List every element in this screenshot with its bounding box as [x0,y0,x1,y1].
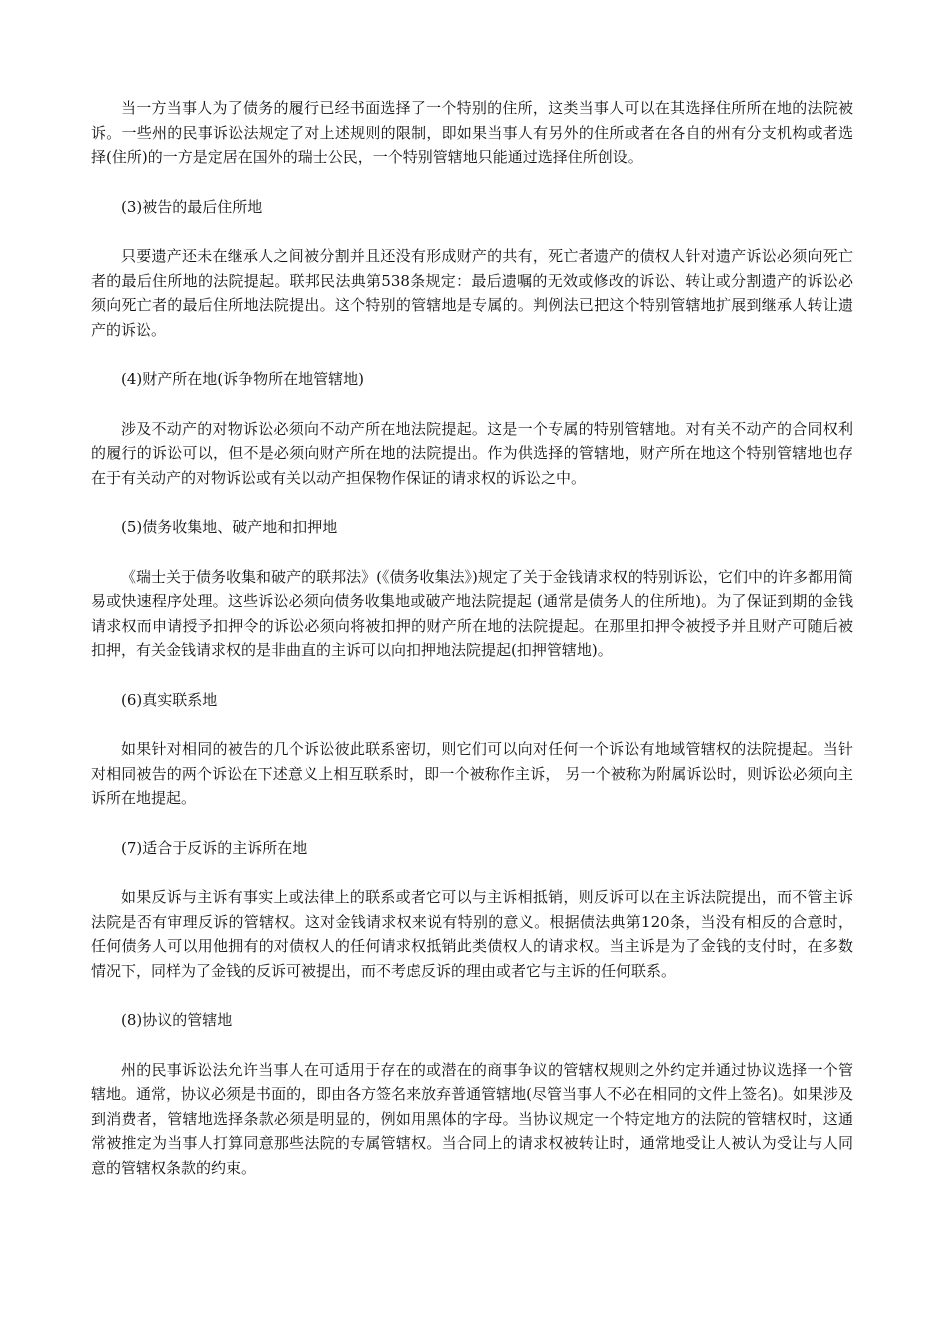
section-heading: (8)协议的管辖地 [121,1011,233,1029]
paragraph: 《瑞士关于债务收集和破产的联邦法》(《债务收集法》)规定了关于金钱请求权的特别诉讼，它们中的许多都用简易或快速程序处理。这些诉讼必须向债务收集地或破产地法院提起 (通常是债务人的住所地)。为了保证到期的金钱请求权而申请授予扣押令的诉讼必须向将被扣押的财产所在地的法院提起。在那里扣押令被授予并且财产可随后被扣押，有关金钱请求权的是非曲直的主诉可以向扣押地法院提起(扣押管辖地)。 [91,567,853,659]
section-heading: (5)债务收集地、破产地和扣押地 [121,518,338,536]
section-heading: (6)真实联系地 [121,690,218,709]
paragraph: 涉及不动产的对物诉讼必须向不动产所在地法院提起。这是一个专属的特别管辖地。对有关不动产的合同权利的履行的诉讼可以，但不是必须向财产所在地的法院提出。作为供选择的管辖地，财产所在地这个特别管辖地也存在于有关动产的对物诉讼或有关以动产担保物作保证的请求权的诉讼之中。 [91,419,853,487]
section-heading: (3)被告的最后住所地 [121,197,263,216]
paragraph: 只要遗产还未在继承人之间被分割并且还没有形成财产的共有，死亡者遗产的债权人针对遗产诉讼必须向死亡者的最后住所地的法院提起。联邦民法典第538条规定：最后遗嘱的无效或修改的诉讼、转让或分割遗产的诉讼必须向死亡者的最后住所地法院提出。这个特别的管辖地是专属的。判例法已把这个特别管辖地扩展到继承人转让遗产的诉讼。 [91,247,853,339]
document-page [91,96,853,1205]
section-heading: (7)适合于反诉的主诉所在地 [121,838,308,857]
paragraph: 当一方当事人为了债务的履行已经书面选择了一个特别的住所，这类当事人可以在其选择住所所在地的法院被诉。一些州的民事诉讼法规定了对上述规则的限制，即如果当事人有另外的住所或者在各自的州有分支机构或者选择(住所)的一方是定居在国外的瑞士公民，一个特别管辖地只能通过选择住所创设。 [91,99,853,166]
paragraph: 如果反诉与主诉有事实上或法律上的联系或者它可以与主诉相抵销，则反诉可以在主诉法院提出，而不管主诉法院是否有审理反诉的管辖权。这对金钱请求权来说有特别的意义。根据债法典第120条，当没有相反的合意时，任何债务人可以用他拥有的对债权人的任何请求权抵销此类债权人的请求权。当主诉是为了金钱的支付时，在多数情况下，同样为了金钱的反诉可被提出，而不考虑反诉的理由或者它与主诉的任何联系。 [91,888,853,980]
paragraph: 如果针对相同的被告的几个诉讼彼此联系密切，则它们可以向对任何一个诉讼有地域管辖权的法院提起。当针对相同被告的两个诉讼在下述意义上相互联系时，即一个被称作主诉， 另一个被称为附属诉讼时，则诉讼必须向主诉所在地提起。 [91,740,853,807]
section-heading: (4)财产所在地(诉争物所在地管辖地) [121,370,364,388]
paragraph: 州的民事诉讼法允许当事人在可适用于存在的或潜在的商事争议的管辖权规则之外约定并通过协议选择一个管辖地。通常，协议必须是书面的，即由各方签名来放弃普通管辖地(尽管当事人不必在相同的文件上签名)。如果涉及到消费者，管辖地选择条款必须是明显的，例如用黑体的字母。当协议规定一个特定地方的法院的管辖权时，这通常被推定为当事人打算同意那些法院的专属管辖权。当合同上的请求权被转让时，通常地受让人被认为受让与人同意的管辖权条款的约束。 [91,1060,853,1177]
